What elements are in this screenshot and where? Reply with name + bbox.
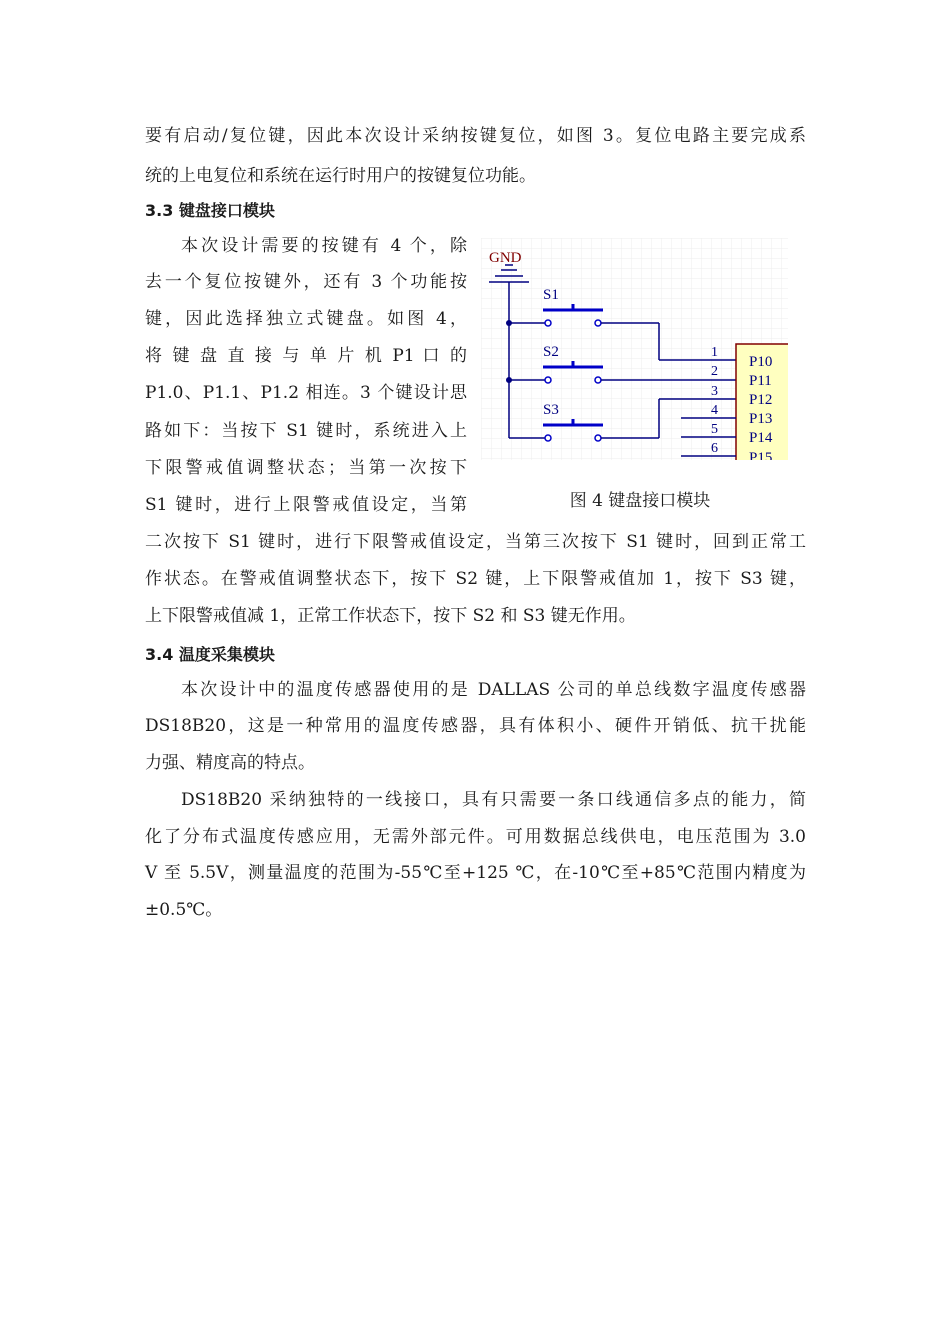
switch-label-s2: S2 — [543, 344, 559, 360]
text-line: S1 键时，进行上限警戒值设定，当第 — [145, 495, 467, 515]
switch-label-s3: S3 — [543, 402, 559, 418]
text-line: DS18B20 采纳独特的一线接口，具有只需要一条口线通信多点的能力，简 — [181, 790, 806, 810]
text-line: 路如下：当按下 S1 键时，系统进入上 — [145, 421, 467, 441]
pin-number: 3 — [711, 384, 718, 399]
port-label-p12: P12 — [749, 392, 773, 408]
text-line: DS18B20，这是一种常用的温度传感器，具有体积小、硬件开销低、抗干扰能 — [145, 716, 806, 736]
gnd-label: GND — [489, 250, 522, 266]
text-line: 上下限警戒值减 1，正常工作状态下，按下 S2 和 S3 键无作用。 — [145, 606, 636, 626]
pin-number: 2 — [711, 364, 718, 379]
text-line: ±0.5℃。 — [145, 900, 223, 920]
port-label-p14: P14 — [749, 430, 773, 446]
pin-number: 4 — [711, 403, 718, 418]
pin-number: 5 — [711, 422, 718, 437]
port-label-p11: P11 — [749, 373, 772, 389]
switch-label-s1: S1 — [543, 287, 559, 303]
text-line: 化了分布式温度传感应用，无需外部元件。可用数据总线供电，电压范围为 3.0 — [145, 827, 806, 847]
text-line: 统的上电复位和系统在运行时用户的按键复位功能。 — [145, 166, 536, 186]
text-line: P1.0、P1.1、P1.2 相连。3 个键设计思 — [145, 383, 467, 403]
port-label-p13: P13 — [749, 411, 773, 427]
section-heading-3-3: 3.3 键盘接口模块 — [145, 201, 275, 220]
port-label-p10: P10 — [749, 354, 773, 370]
text-line: 下限警戒值调整状态；当第一次按下 — [145, 458, 467, 478]
text-line: V 至 5.5V，测量温度的范围为-55℃至+125 ℃，在-10℃至+85℃范围内精度为 — [145, 863, 806, 883]
text-line: 力强、精度高的特点。 — [145, 753, 315, 773]
text-line: 二次按下 S1 键时，进行下限警戒值设定，当第三次按下 S1 键时，回到正常工 — [145, 532, 806, 552]
text-line: 本次设计需要的按键有 4 个，除 — [181, 236, 467, 256]
schematic-svg — [481, 238, 788, 460]
text-line: 键，因此选择独立式键盘。如图 4， — [145, 309, 467, 329]
text-line: 本次设计中的温度传感器使用的是 DALLAS 公司的单总线数字温度传感器 — [181, 680, 806, 700]
port-label-p15: P15 — [749, 450, 773, 460]
pin-number: 1 — [711, 345, 718, 360]
text-line: 去一个复位按键外，还有 3 个功能按 — [145, 272, 467, 292]
text-line: 作状态。在警戒值调整状态下，按下 S2 键，上下限警戒值加 1，按下 S3 键， — [145, 569, 806, 589]
figure-caption: 图 4 键盘接口模块 — [569, 491, 711, 511]
pin-number: 6 — [711, 441, 718, 456]
text-line: 要有启动/复位键，因此本次设计采纳按键复位，如图 3。复位电路主要完成系 — [145, 126, 806, 146]
text-line: 将 键 盘 直 接 与 单 片 机 P1 口 的 — [145, 346, 467, 366]
keyboard-interface-schematic — [481, 238, 788, 460]
section-heading-3-4: 3.4 温度采集模块 — [145, 645, 275, 664]
